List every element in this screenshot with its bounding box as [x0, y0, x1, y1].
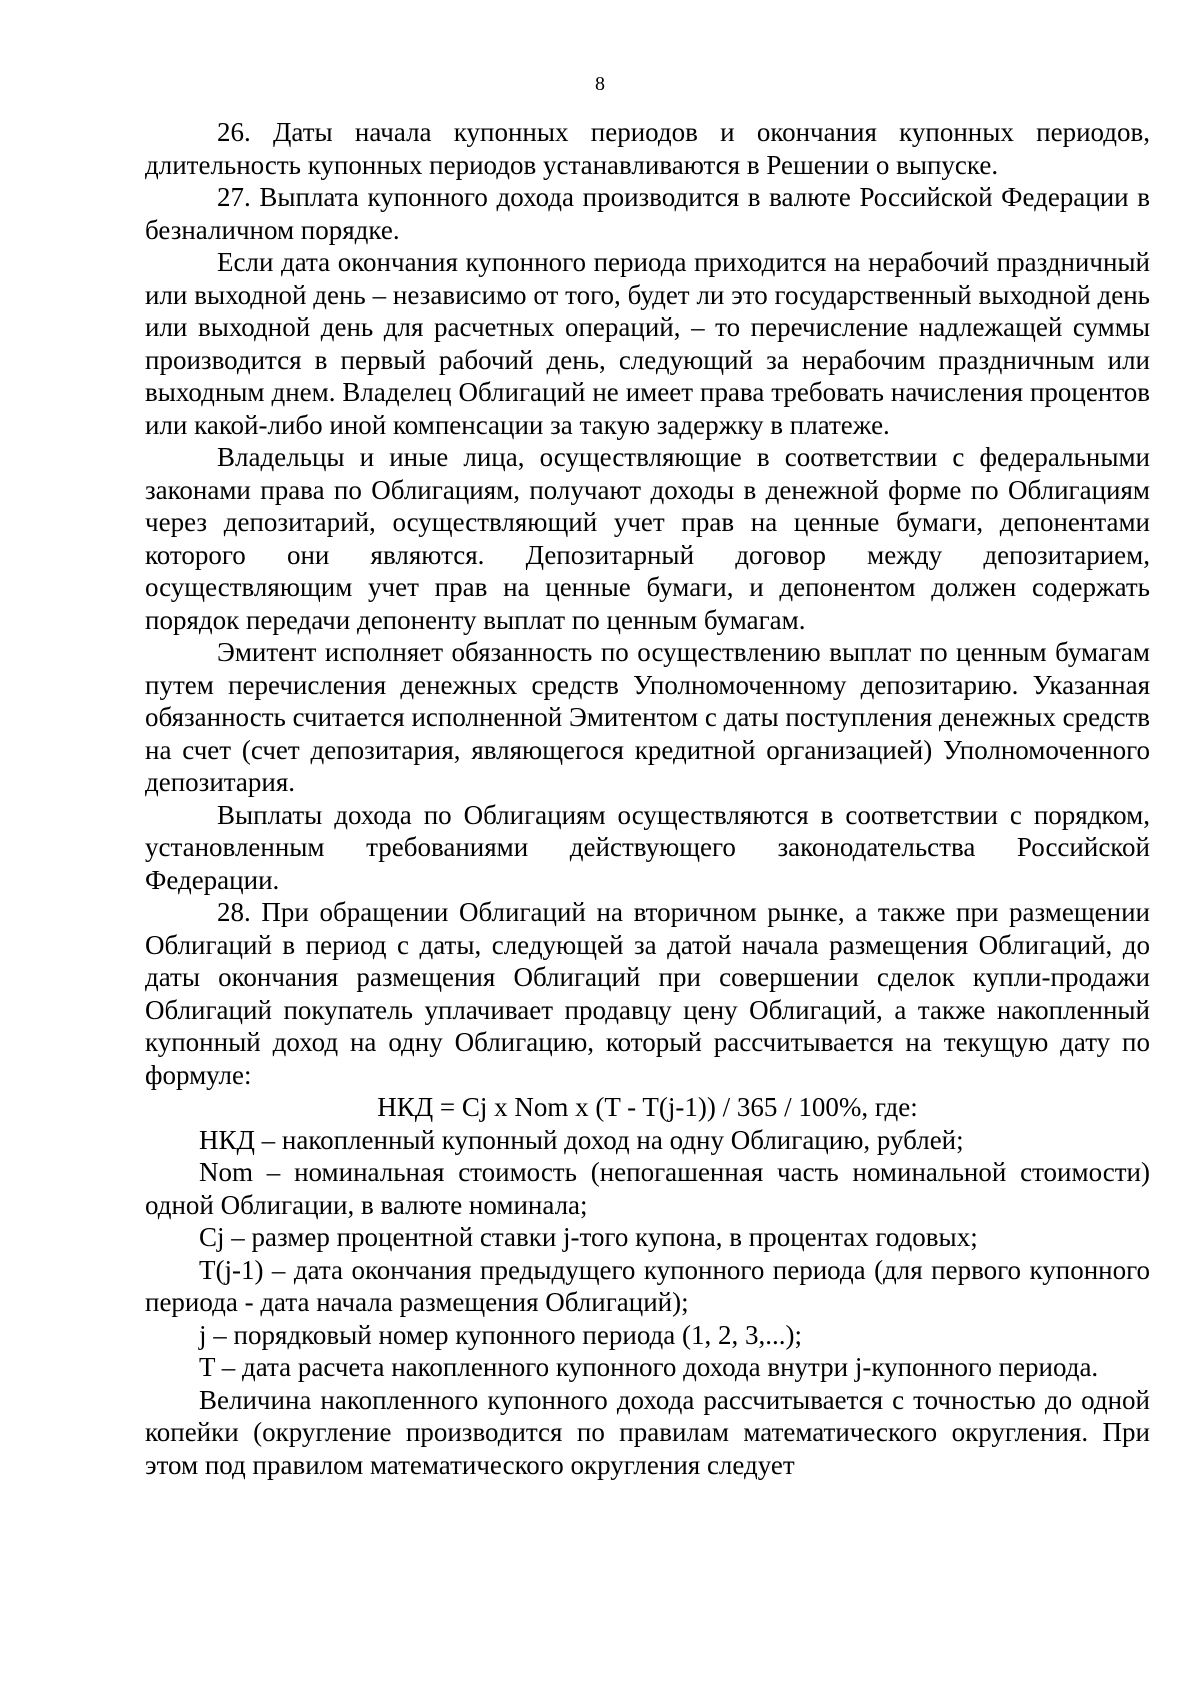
definition-t: T – дата расчета накопленного купонного дохода внутри j-купонного периода. [199, 1352, 1099, 1382]
paragraph-holiday-rule: Если дата окончания купонного периода приходится на нерабочий праздничный или выходной день – независимо от того, будет ли это государственный выходной день или выходной день для расчетных операций, – то перечисление надлежащей суммы производится в первый рабочий день, следующий за нерабочим праздничным или выходным днем. Владелец Облигаций не имеет права требовать начисления процентов или какой-либо иной компенсации за такую задержку в платеже. [145, 247, 1150, 440]
page-number: 8 [595, 73, 605, 95]
paragraph-rounding: Величина накопленного купонного дохода рассчитывается с точностью до одной копейки (округление производится по правилам математического округления. При этом под правилом математического округления следует [145, 1384, 1150, 1480]
paragraph-owners-income: Владельцы и иные лица, осуществляющие в соответствии с федеральными законами права по Облигациям, получают доходы в денежной форме по Облигациям через депозитарий, осуществляющий учет прав на ценные бумаги, депонентами которого они являются. Депозитарный договор между депозитарием, осуществляющим учет прав на ценные бумаги, и депонентом должен содержать порядок передачи депоненту выплат по ценным бумагам. [145, 442, 1150, 635]
paragraph-27: 27. Выплата купонного дохода производится в валюте Российской Федерации в безналичном порядке. [145, 182, 1150, 245]
paragraph-26: 26. Даты начала купонных периодов и окончания купонных периодов, длительность купонных периодов устанавливаются в Решении о выпуске. [145, 117, 1150, 180]
definition-j: j – порядковый номер купонного периода (1, 2, 3,...); [199, 1319, 802, 1350]
definition-nkd: НКД – накопленный купонный доход на одну Облигацию, рублей; [199, 1124, 964, 1155]
paragraph-payment-order: Выплаты дохода по Облигациям осуществляются в соответствии с порядком, установленным требованиями действующего законодательства Российской Федерации. [145, 799, 1150, 895]
paragraph-issuer-obligation: Эмитент исполняет обязанность по осуществлению выплат по ценным бумагам путем перечисления денежных средств Уполномоченному депозитарию. Указанная обязанность считается исполненной Эмитентом с даты поступления денежных средств на счет (счет депозитария, являющегося кредитной организацией) Уполномоченного депозитария. [145, 637, 1150, 797]
document-body [145, 116, 1150, 1481]
definition-cj: Cj – размер процентной ставки j-того купона, в процентах годовых; [199, 1222, 978, 1252]
definition-nom: Nom – номинальная стоимость (непогашенная часть номинальной стоимости) одной Облигации, в валюте номинала; [145, 1157, 1150, 1220]
definition-t-prev: T(j-1) – дата окончания предыдущего купонного периода (для первого купонного периода - дата начала размещения Облигаций); [145, 1254, 1150, 1317]
nkd-formula: НКД = Cj x Nom x (T - T(j-1)) / 365 / 100%, где: [377, 1092, 918, 1122]
paragraph-28: 28. При обращении Облигаций на вторичном рынке, а также при размещении Облигаций в период с даты, следующей за датой начала размещения Облигаций, до даты окончания размещения Облигаций при совершении сделок купли-продажи Облигаций покупатель уплачивает продавцу цену Облигаций, а также накопленный купонный доход на одну Облигацию, который рассчитывается на текущую дату по формуле: [145, 897, 1150, 1090]
